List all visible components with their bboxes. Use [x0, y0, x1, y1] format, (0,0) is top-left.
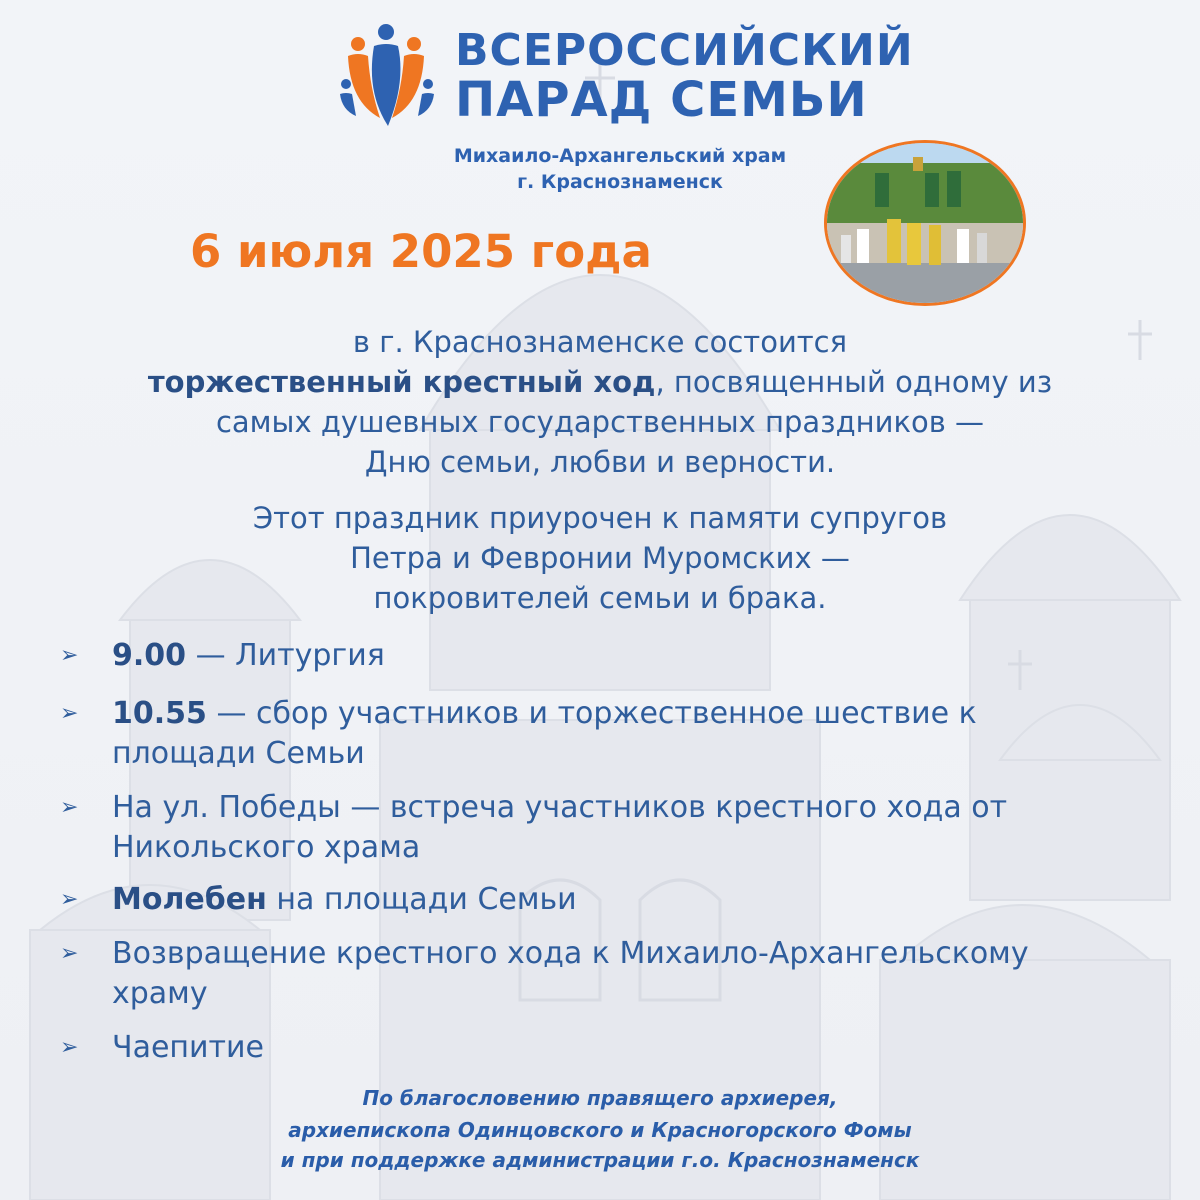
- schedule-text: Чаепитие: [112, 1030, 264, 1065]
- saints-line3: покровителей семьи и брака.: [373, 581, 827, 615]
- arrow-bullet-icon: ➢: [60, 795, 79, 820]
- brand-title-line1: ВСЕРОССИЙСКИЙ: [455, 25, 914, 76]
- saints-line1: Этот праздник приурочен к памяти супругов: [252, 501, 948, 535]
- schedule-time: 10.55: [112, 696, 207, 731]
- schedule-text-cont: площади Семьи: [112, 736, 365, 771]
- footer-line1: По благословению правящего архиерея,: [362, 1086, 838, 1110]
- schedule-text: на площади Семьи: [266, 882, 577, 917]
- footer-line2: архиепископа Одинцовского и Красногорского Фомы: [288, 1118, 912, 1142]
- intro-bold-phrase: торжественный крестный ход: [147, 365, 656, 399]
- schedule-text: — сбор участников и торжественное шествие к: [206, 696, 977, 731]
- arrow-bullet-icon: ➢: [60, 643, 79, 668]
- schedule-text: На ул. Победы — встреча участников крестного хода от: [112, 790, 1008, 825]
- intro-line4: Дню семьи, любви и верности.: [364, 445, 836, 479]
- saints-paragraph: [100, 498, 1100, 618]
- church-city: г. Краснознаменск: [517, 171, 723, 193]
- church-name: Михаило-Архангельский храм: [453, 145, 787, 167]
- schedule-text: — Литургия: [186, 638, 385, 673]
- brand-title: [455, 25, 914, 128]
- saints-line2: Петра и Февронии Муромских —: [350, 541, 850, 575]
- schedule-time: 9.00: [112, 638, 187, 673]
- arrow-bullet-icon: ➢: [60, 887, 79, 912]
- brand-title-line2: ПАРАД СЕМЬИ: [455, 72, 868, 128]
- intro-line2: [100, 362, 1100, 402]
- schedule-text-cont: Никольского храма: [112, 830, 421, 865]
- intro-line1: в г. Краснознаменске состоится: [352, 325, 848, 359]
- intro-line3: самых душевных государственных праздников —: [215, 405, 985, 439]
- procession-photo: [824, 140, 1026, 306]
- arrow-bullet-icon: ➢: [60, 701, 79, 726]
- schedule-text: Возвращение крестного хода к Михаило-Архангельскому: [112, 936, 1029, 971]
- intro-line2-rest: , посвященный одному из: [655, 365, 1053, 399]
- schedule-text-cont: храму: [112, 976, 208, 1011]
- intro-paragraph: [100, 322, 1100, 482]
- footer-line3: и при поддержке администрации г.о. Краснознаменск: [280, 1148, 920, 1172]
- family-parade-logo-icon: [336, 22, 436, 130]
- arrow-bullet-icon: ➢: [60, 941, 79, 966]
- event-date: 6 июля 2025 года: [190, 225, 652, 278]
- arrow-bullet-icon: ➢: [60, 1035, 79, 1060]
- schedule-bold: Молебен: [112, 882, 267, 917]
